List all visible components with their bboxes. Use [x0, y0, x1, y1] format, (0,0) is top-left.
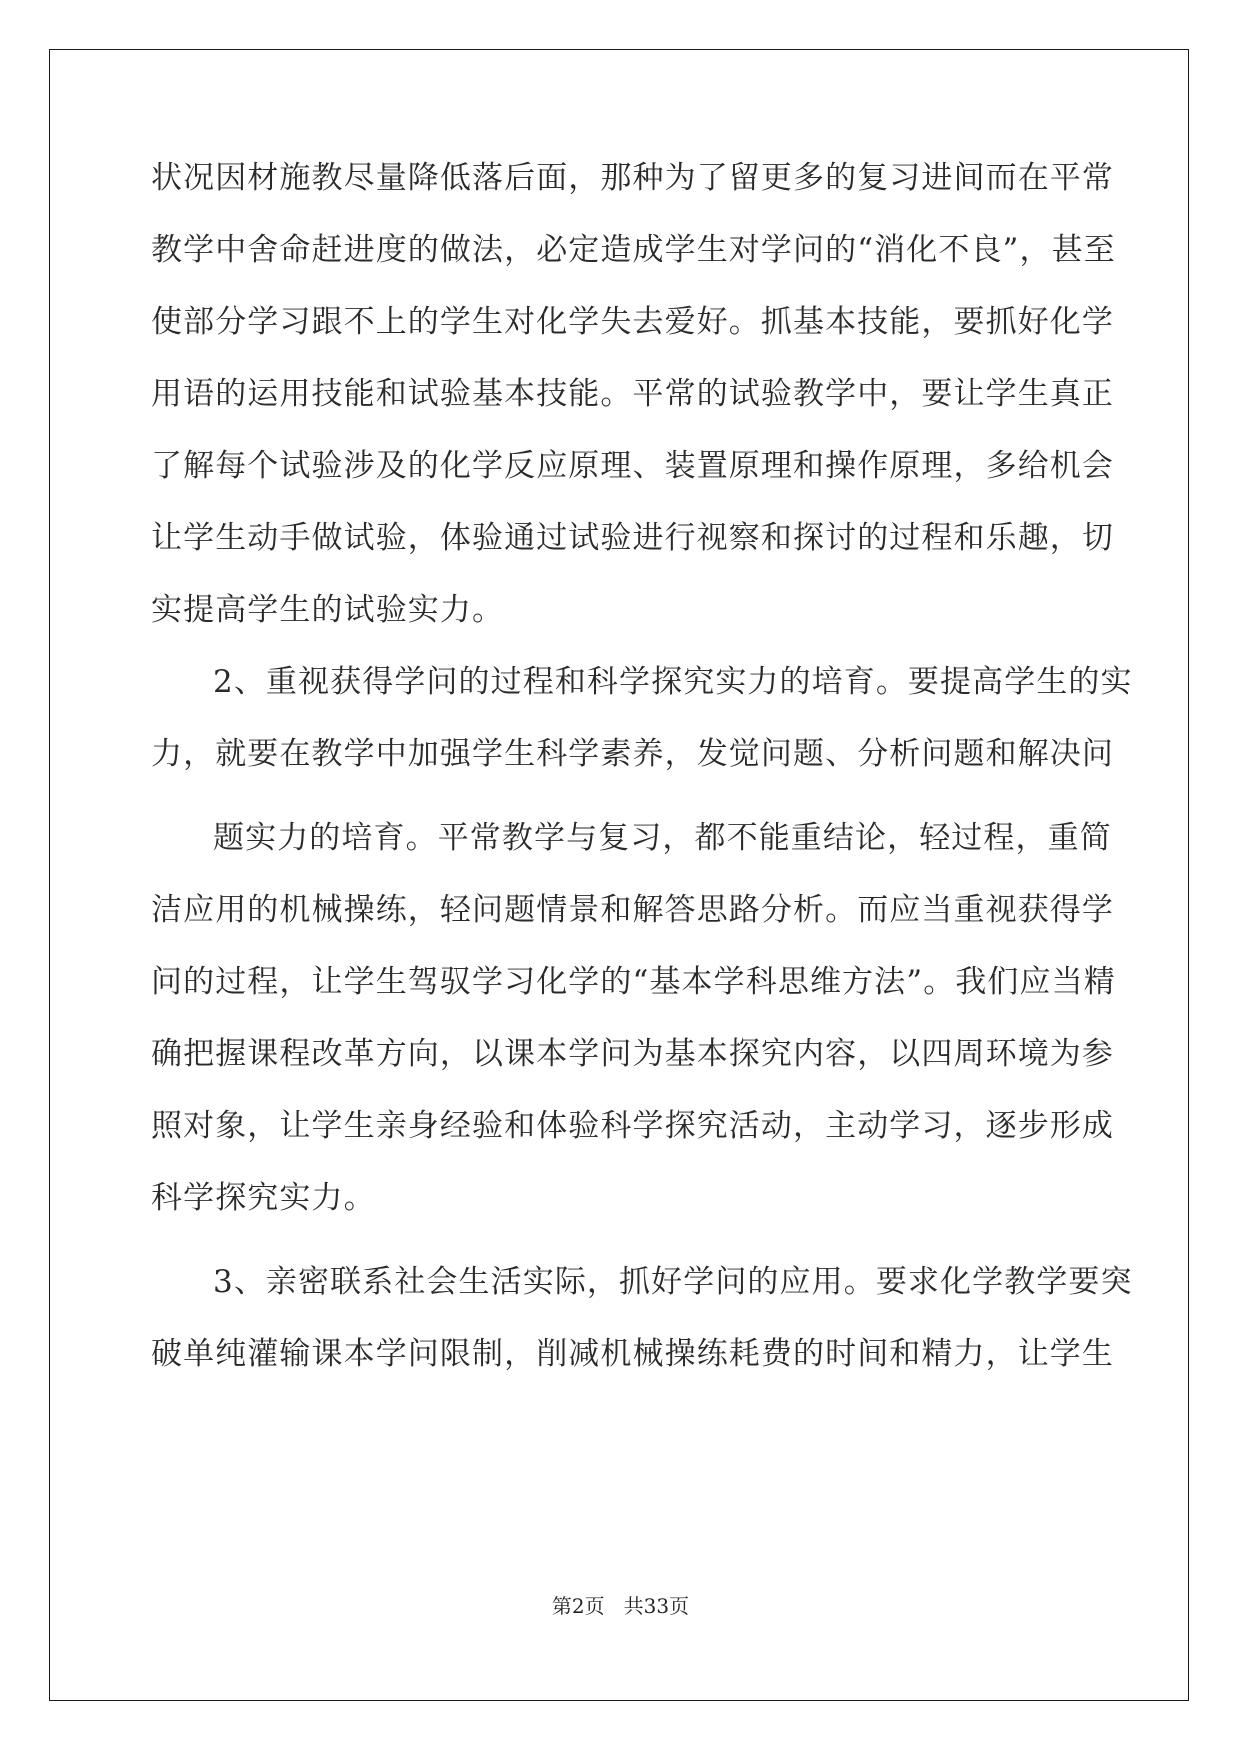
text-line: 用语的运用技能和试验基本技能。平常的试验教学中，要让学生真正: [151, 376, 1114, 412]
text-line: 力，就要在教学中加强学生科学素养，发觉问题、分析问题和解决问: [151, 736, 1114, 772]
page-footer: [0, 1590, 1241, 1619]
text-line: 了解每个试验涉及的化学反应原理、装置原理和操作原理，多给机会: [151, 448, 1114, 484]
text-line: 教学中舍命赶进度的做法，必定造成学生对学问的“消化不良”，甚至: [151, 232, 1116, 268]
text-line: 让学生动手做试验，体验通过试验进行视察和探讨的过程和乐趣，切: [151, 520, 1114, 556]
page-border: [49, 49, 1189, 1701]
page-total: 共33页: [623, 1594, 690, 1618]
text-line: 确把握课程改革方向，以课本学问为基本探究内容，以四周环境为参: [151, 1036, 1114, 1072]
text-line: 科学探究实力。: [151, 1180, 376, 1216]
text-line: 状况因材施教尽量降低落后面，那种为了留更多的复习进间而在平常: [151, 160, 1114, 196]
text-line: 破单纯灌输课本学问限制，削减机械操练耗费的时间和精力，让学生: [151, 1336, 1114, 1372]
text-line: 实提高学生的试验实力。: [151, 592, 505, 628]
paragraph-start-line: 3、亲密联系社会生活实际，抓好学问的应用。要求化学教学要突: [213, 1264, 1133, 1300]
page-number: 第2页: [551, 1594, 605, 1618]
text-line: 使部分学习跟不上的学生对化学失去爱好。抓基本技能，要抓好化学: [151, 304, 1114, 340]
paragraph-start-line: 题实力的培育。平常教学与复习，都不能重结论，轻过程，重简: [213, 820, 1112, 856]
text-line: 照对象，让学生亲身经验和体验科学探究活动，主动学习，逐步形成: [151, 1108, 1114, 1144]
paragraph-start-line: 2、重视获得学问的过程和科学探究实力的培育。要提高学生的实: [213, 664, 1133, 700]
text-line: 问的过程，让学生驾驭学习化学的“基本学科思维方法”。我们应当精: [151, 964, 1116, 1000]
text-line: 洁应用的机械操练，轻问题情景和解答思路分析。而应当重视获得学: [151, 892, 1114, 928]
